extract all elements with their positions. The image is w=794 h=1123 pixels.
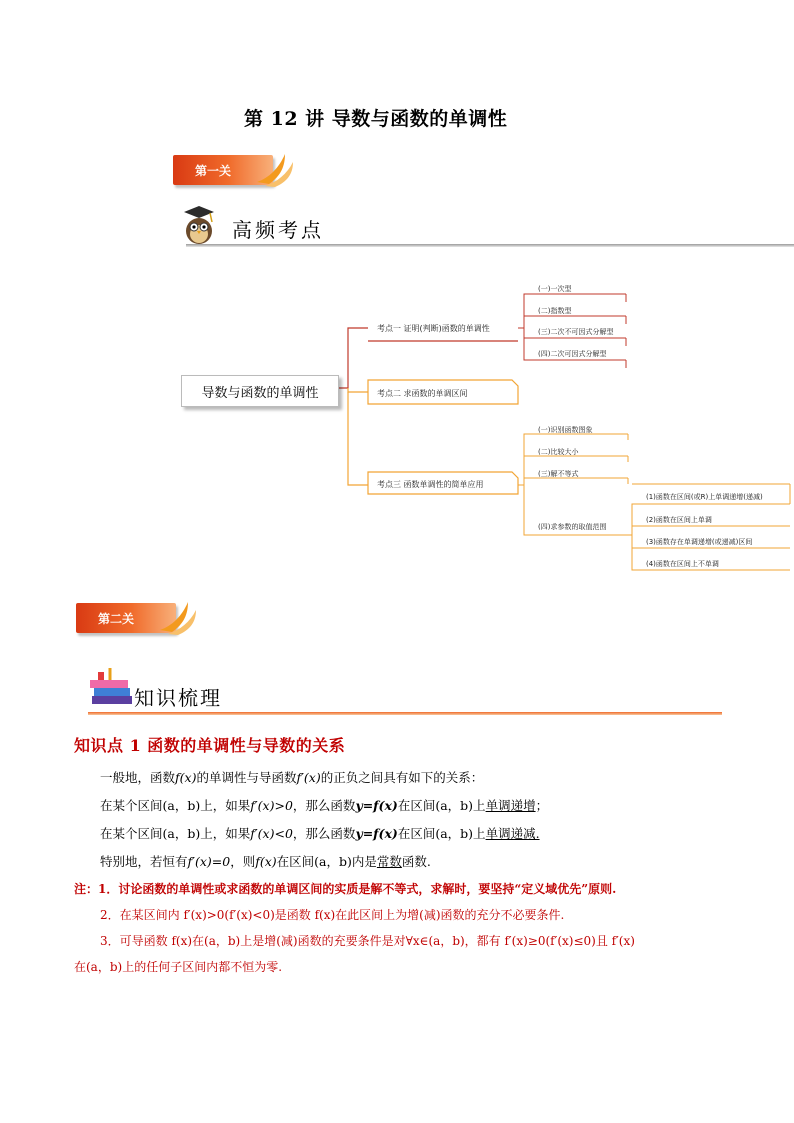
section-title-high-frequency: 高频考点 (232, 218, 324, 242)
branch-line-1 (338, 328, 368, 388)
k3-item-2: (二)比较大小 (538, 448, 579, 456)
formula: f′(x)=0 (187, 854, 231, 869)
text: ，那么函数 (292, 826, 356, 841)
swoosh-icon (158, 600, 200, 636)
paragraph-increasing (100, 796, 548, 814)
k3-item-3: (三)解不等式 (538, 470, 579, 478)
kaodian2-label: 考点二 求函数的单调区间 (377, 389, 468, 398)
text: 函数. (401, 854, 431, 869)
text: 的正负之间具有如下的关系： (320, 770, 484, 785)
text: 在区间(a，b)上 (397, 798, 486, 813)
formula: y=f(x) (355, 826, 398, 841)
section-underline-2 (88, 712, 722, 715)
section-underline (186, 244, 794, 247)
kaodian3-label: 考点三 函数单调性的简单应用 (377, 480, 484, 489)
sub-item-4: (4)函数在区间上不单调 (646, 560, 719, 568)
mindmap-root (181, 375, 339, 407)
text: 特别地，若恒有 (100, 854, 188, 869)
banner-label-2: 第二关 (76, 603, 176, 633)
underlined-answer: 常数 (376, 854, 402, 869)
formula: f′(x) (296, 770, 321, 785)
text: 的单调性与导函数 (196, 770, 297, 785)
underlined-answer: 单调递增 (485, 798, 536, 813)
page-title: 第 12 讲 导数与函数的单调性 (244, 108, 508, 130)
paragraph-decreasing (100, 824, 540, 842)
sub-item-1: (1)函数在区间(或R)上单调递增(递减) (646, 493, 763, 501)
k1-item-1: (一)一次型 (538, 285, 572, 293)
books-icon (86, 666, 136, 710)
underlined-answer: 单调递减. (485, 826, 540, 841)
text: 在区间(a，b)上 (397, 826, 486, 841)
k3-item-1: (一)识别函数图象 (538, 426, 593, 434)
k1-line-a (518, 294, 626, 328)
k1-item-2: (二)指数型 (538, 307, 572, 315)
banner-level-1 (173, 152, 293, 188)
note-1: 注：1．讨论函数的单调性或求函数的单调区间的实质是解不等式，求解时，要坚持“定义域优先”原则. (74, 882, 617, 896)
text: 在某个区间(a，b)上，如果 (100, 826, 251, 841)
text: 在区间(a，b)内是 (276, 854, 377, 869)
formula: f(x) (255, 854, 277, 869)
section-high-frequency (176, 202, 794, 250)
note-3-line-1: 3．可导函数 f(x)在(a，b)上是增(减)函数的充要条件是对∀x∈(a，b)，都有 f′(x)≥0(f′(x)≤0)且 f′(x) (100, 934, 635, 948)
formula: f(x) (175, 770, 197, 785)
k3-item-4: (四)求参数的取值范围 (538, 523, 607, 531)
branch-line-2 (348, 388, 368, 392)
note-3-line-2: 在(a，b)上的任何子区间内都不恒为零. (74, 960, 283, 974)
note-2: 2．在某区间内 f′(x)>0(f′(x)<0)是函数 f(x)在此区间上为增(减)函数的充分不必要条件. (100, 908, 565, 922)
swoosh-icon (255, 152, 297, 188)
section-title-knowledge: 知识梳理 (134, 686, 222, 710)
paragraph-constant (100, 852, 431, 870)
k1-item-4: (四)二次可因式分解型 (538, 350, 607, 358)
text: ，那么函数 (292, 798, 356, 813)
knowledge-point-title: 知识点 1 函数的单调性与导数的关系 (74, 736, 346, 755)
banner-label: 第一关 (173, 155, 273, 185)
banner-level-2 (76, 600, 196, 636)
kaodian1-label: 考点一 证明(判断)函数的单调性 (377, 324, 490, 333)
text: ，则 (230, 854, 256, 869)
mindmap-root-label: 导数与函数的单调性 (201, 385, 319, 401)
text: 在某个区间(a，b)上，如果 (100, 798, 251, 813)
sub-item-2: (2)函数在区间上单调 (646, 516, 712, 524)
text: ； (535, 798, 549, 813)
text: 一般地，函数 (100, 770, 176, 785)
formula: y=f(x) (355, 798, 398, 813)
sub-item-3: (3)函数存在单调递增(或递减)区间 (646, 538, 753, 546)
branch-line-3 (348, 392, 368, 485)
owl-doctor-icon (180, 204, 218, 246)
formula: f′(x)<0 (250, 826, 293, 841)
formula: f′(x)>0 (250, 798, 293, 813)
paragraph-intro (100, 768, 483, 786)
section-knowledge (86, 664, 722, 718)
k1-item-3: (三)二次不可因式分解型 (538, 328, 614, 336)
